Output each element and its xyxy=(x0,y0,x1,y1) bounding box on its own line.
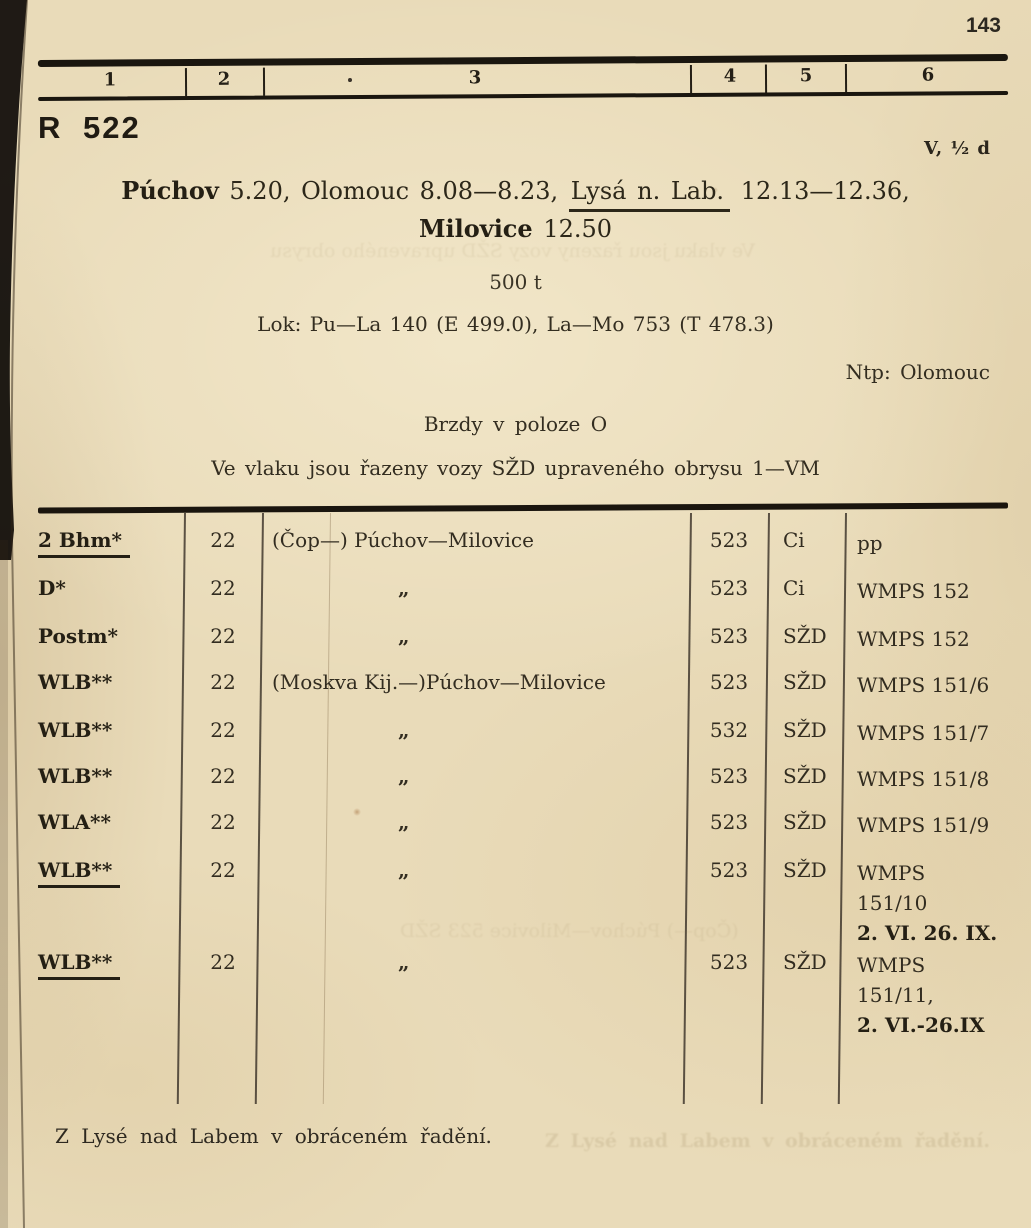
table-row xyxy=(38,670,1008,700)
wagon-count-cell: 22 xyxy=(210,810,236,834)
ruler-tick xyxy=(690,65,692,93)
train-run-symbols: V, ½ d xyxy=(924,138,991,159)
route-cell-ditto: „ xyxy=(398,764,411,788)
bleed-through-text: Z Lysé nad Labem v obráceném řadění. xyxy=(545,1130,990,1152)
column-ruler xyxy=(38,54,1008,101)
owner-cell: SŽD xyxy=(783,624,827,648)
ruler-col-1: 1 xyxy=(103,69,117,91)
table-row xyxy=(38,950,1008,1040)
wagon-count-cell: 22 xyxy=(210,950,236,974)
remarks-cell: WMPS 151/8 xyxy=(857,767,990,791)
wagon-type-cell: WLB** xyxy=(38,764,113,788)
print-artifact-dot xyxy=(348,78,352,82)
szd-gauge-note: Ve vlaku jsou řazeny vozy SŽD upraveného obrysu 1—VM xyxy=(211,456,820,480)
wagon-count-cell: 22 xyxy=(210,576,236,600)
ruler-numbers xyxy=(38,61,1008,97)
wagon-type-cell: Postm* xyxy=(38,624,118,648)
remarks-cell: WMPS 151/9 xyxy=(857,813,990,837)
bleed-through-text: (Čop—) Púchov—Milovice 523 SŽD xyxy=(400,920,739,942)
table-row xyxy=(38,858,1008,948)
route-line-1: Púchov 5.20, Olomouc 8.08—8.23, Lysá n. Lab. 12.13—12.36, xyxy=(0,176,1031,205)
owner-cell: Ci xyxy=(783,576,805,600)
validity-dates: 2. VI.-26.IX xyxy=(857,1013,985,1037)
remarks-cell: WMPS 151/11, 2. VI.-26.IX xyxy=(845,950,1008,1040)
route-cell-ditto: „ xyxy=(398,950,411,974)
table-row xyxy=(38,624,1008,654)
owner-cell: SŽD xyxy=(783,950,827,974)
wagon-count-cell: 22 xyxy=(210,718,236,742)
remarks-cell: WMPS 152 xyxy=(857,627,970,651)
wagon-type-cell: WLB** xyxy=(38,670,113,694)
route-cell-ditto: „ xyxy=(398,858,411,882)
remarks-cell: WMPS 152 xyxy=(857,579,970,603)
table-row xyxy=(38,764,1008,794)
route-heading xyxy=(0,176,1031,243)
ruler-tick xyxy=(185,68,187,96)
ruler-col-2: 2 xyxy=(217,68,231,90)
validity-dates: 2. VI. 26. IX. xyxy=(857,921,998,945)
station-via-underlined: Lysá n. Lab. xyxy=(569,177,730,212)
wagon-count-cell: 22 xyxy=(210,764,236,788)
remarks-cell: WMPS 151/6 xyxy=(857,673,990,697)
route-line-2: Milovice 12.50 xyxy=(418,214,613,243)
wagon-type-cell: WLB** xyxy=(38,950,184,1040)
wagon-type-cell: WLB** xyxy=(38,858,184,948)
train-group-cell: 523 xyxy=(709,858,749,882)
station-to: Milovice xyxy=(418,214,533,243)
remarks-cell: pp xyxy=(857,531,883,555)
train-group-cell: 523 xyxy=(709,624,749,648)
wagon-count-cell: 22 xyxy=(210,670,236,694)
route-cell: (Čop—) Púchov—Milovice xyxy=(272,528,534,552)
train-group-cell: 523 xyxy=(709,528,749,552)
wagon-count-cell: 22 xyxy=(210,528,236,552)
ruler-col-5: 5 xyxy=(799,65,813,87)
owner-cell: SŽD xyxy=(783,858,827,882)
train-load: 500 t xyxy=(489,270,542,294)
table-top-rule xyxy=(38,502,1008,513)
wagon-type-cell: WLA** xyxy=(38,810,111,834)
owner-cell: SŽD xyxy=(783,764,827,788)
route-cell-ditto: „ xyxy=(398,718,411,742)
remarks-cell: WMPS 151/10 2. VI. 26. IX. xyxy=(845,858,1008,948)
ruler-tick xyxy=(263,68,265,96)
bleed-through-text: Ve vlaku jsou řazeny vozy SŽD upraveného obrysu xyxy=(270,240,756,262)
wagon-count-cell: 22 xyxy=(210,858,236,882)
ruler-tick xyxy=(845,64,847,92)
ruler-col-4: 4 xyxy=(723,65,737,87)
wagon-type-cell: WLB** xyxy=(38,718,113,742)
footer-note: Z Lysé nad Labem v obráceném řadění. xyxy=(55,1124,492,1148)
route-cell-ditto: „ xyxy=(398,624,411,648)
table-row xyxy=(38,528,1008,558)
remarks-cell: WMPS 151/7 xyxy=(857,721,990,745)
owner-cell: SŽD xyxy=(783,670,827,694)
ntp-info: Ntp: Olomouc xyxy=(845,360,990,384)
train-group-cell: 523 xyxy=(709,670,749,694)
train-group-cell: 523 xyxy=(709,764,749,788)
owner-cell: SŽD xyxy=(783,810,827,834)
owner-cell: Ci xyxy=(783,528,805,552)
brakes-note: Brzdy v poloze O xyxy=(423,412,608,436)
station-from: Púchov xyxy=(121,176,219,205)
train-group-cell: 523 xyxy=(709,950,749,974)
train-group-cell: 532 xyxy=(709,718,749,742)
owner-cell: SŽD xyxy=(783,718,827,742)
train-number: R 522 xyxy=(38,110,141,145)
page-number: 143 xyxy=(965,14,1001,37)
locomotive-info: Lok: Pu—La 140 (E 499.0), La—Mo 753 (T 478.3) xyxy=(257,312,774,336)
table-row xyxy=(38,576,1008,606)
train-group-cell: 523 xyxy=(709,810,749,834)
wagon-type-cell: 2 Bhm* xyxy=(38,528,184,558)
ruler-tick xyxy=(765,65,767,93)
wagon-count-cell: 22 xyxy=(210,624,236,648)
route-cell-ditto: „ xyxy=(398,576,411,600)
table-row xyxy=(38,718,1008,748)
ruler-col-3: 3 xyxy=(468,67,482,89)
wagon-type-cell: D* xyxy=(38,576,66,600)
table-row xyxy=(38,810,1008,840)
train-group-cell: 523 xyxy=(709,576,749,600)
route-cell: (Moskva Kij.—)Púchov—Milovice xyxy=(272,670,606,694)
ruler-col-6: 6 xyxy=(921,64,935,86)
route-cell-ditto: „ xyxy=(398,810,411,834)
